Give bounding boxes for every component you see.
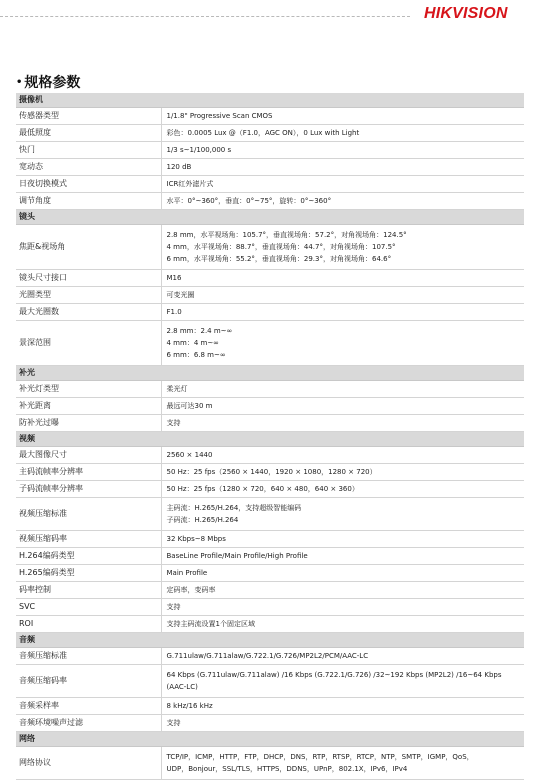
spec-label: 景深范围	[16, 321, 161, 366]
spec-value	[161, 159, 524, 176]
section-title: 视频	[16, 432, 524, 447]
spec-row	[16, 381, 524, 398]
spec-label: ROI	[16, 616, 161, 633]
spec-value	[161, 616, 524, 633]
spec-value	[161, 142, 524, 159]
spec-value-line: 2.8 mm：2.4 m~∞	[166, 327, 233, 335]
spec-value-line: 彩色：0.0005 Lux @（F1.0，AGC ON），0 Lux with Light	[166, 129, 360, 137]
spec-value-line: 50 Hz：25 fps（1280 × 720，640 × 480，640 × 360）	[166, 485, 359, 493]
spec-row	[16, 108, 524, 125]
spec-value-line: (AAC-LC)	[166, 683, 198, 691]
spec-label: 子码流帧率分辨率	[16, 481, 161, 498]
spec-value-line: 定码率，变码率	[166, 586, 216, 594]
section-title: 摄像机	[16, 93, 524, 108]
spec-value	[161, 715, 524, 732]
spec-value	[161, 582, 524, 599]
spec-value-line: ICR红外滤片式	[166, 180, 214, 188]
spec-label: 防补光过曝	[16, 415, 161, 432]
spec-row	[16, 176, 524, 193]
spec-label: 音频采样率	[16, 698, 161, 715]
spec-label: 音频压缩标准	[16, 648, 161, 665]
spec-value-line: 子码流：H.265/H.264	[166, 516, 239, 524]
spec-row	[16, 531, 524, 548]
spec-label: 快门	[16, 142, 161, 159]
spec-row	[16, 565, 524, 582]
spec-label: 视频压缩码率	[16, 531, 161, 548]
spec-label: 码率控制	[16, 582, 161, 599]
spec-value	[161, 381, 524, 398]
spec-value	[161, 176, 524, 193]
brand-logo: HIKVISION	[424, 5, 508, 22]
spec-label: 调节角度	[16, 193, 161, 210]
spec-value-line: UDP，Bonjour，SSL/TLS，HTTPS，DDNS，UPnP，802.1X，IPv6，IPv4	[166, 765, 408, 773]
spec-row	[16, 304, 524, 321]
section-header	[16, 366, 524, 381]
spec-label: 最低照度	[16, 125, 161, 142]
spec-label: 焦距&视场角	[16, 225, 161, 270]
section-header	[16, 93, 524, 108]
spec-value-line: TCP/IP，ICMP，HTTP，FTP，DHCP，DNS，RTP，RTSP，RTCP，NTP，SMTP，IGMP，QoS，	[166, 753, 474, 761]
spec-value	[161, 498, 524, 531]
spec-row	[16, 415, 524, 432]
spec-value-line: Main Profile	[166, 569, 208, 577]
spec-label: 补光灯类型	[16, 381, 161, 398]
spec-value	[161, 531, 524, 548]
spec-value	[161, 565, 524, 582]
spec-row	[16, 159, 524, 176]
spec-label: 日夜切换模式	[16, 176, 161, 193]
spec-label: H.265编码类型	[16, 565, 161, 582]
spec-value	[161, 599, 524, 616]
spec-value-line: 支持主码流设置1个固定区域	[166, 620, 255, 628]
spec-row	[16, 498, 524, 531]
spec-value-line: F1.0	[166, 308, 182, 316]
spec-row	[16, 225, 524, 270]
spec-value-line: 水平：0°~360°，垂直：0°~75°，旋转：0°~360°	[166, 197, 332, 205]
spec-value	[161, 304, 524, 321]
spec-row	[16, 548, 524, 565]
spec-value-line: 1/3 s~1/100,000 s	[166, 146, 232, 154]
spec-value-line: 64 Kbps (G.711ulaw/G.711alaw) /16 Kbps (G.722.1/G.726) /32~192 Kbps (MP2L2) /16~64 Kbps	[166, 671, 502, 679]
spec-value-line: 2560 × 1440	[166, 451, 213, 459]
spec-label: 音频压缩码率	[16, 665, 161, 698]
spec-value	[161, 225, 524, 270]
spec-value-line: 1/1.8" Progressive Scan CMOS	[166, 112, 273, 120]
spec-value	[161, 287, 524, 304]
spec-value	[161, 321, 524, 366]
spec-value	[161, 747, 524, 780]
spec-value	[161, 665, 524, 698]
spec-value-line: 8 kHz/16 kHz	[166, 702, 213, 710]
spec-label: 最大光圈数	[16, 304, 161, 321]
spec-value	[161, 398, 524, 415]
spec-row	[16, 665, 524, 698]
spec-label: 宽动态	[16, 159, 161, 176]
spec-value	[161, 415, 524, 432]
spec-value-line: 4 mm：4 m~∞	[166, 339, 220, 347]
spec-value-line: G.711ulaw/G.711alaw/G.722.1/G.726/MP2L2/PCM/AAC-LC	[166, 652, 369, 660]
bullet-icon: •	[16, 77, 23, 88]
spec-row	[16, 287, 524, 304]
spec-value-line: 6 mm：6.8 m~∞	[166, 351, 226, 359]
spec-value	[161, 464, 524, 481]
spec-value-line: 柔光灯	[166, 385, 188, 393]
section-title: 网络	[16, 732, 524, 747]
spec-row	[16, 398, 524, 415]
spec-value	[161, 447, 524, 464]
section-header	[16, 633, 524, 648]
section-header	[16, 432, 524, 447]
spec-value-line: 50 Hz：25 fps（2560 × 1440，1920 × 1080，1280 × 720）	[166, 468, 377, 476]
spec-value	[161, 193, 524, 210]
spec-row	[16, 270, 524, 287]
spec-label: 音频环境噪声过滤	[16, 715, 161, 732]
spec-label: 主码流帧率分辨率	[16, 464, 161, 481]
section-title: 补光	[16, 366, 524, 381]
spec-value	[161, 270, 524, 287]
spec-value-line: 最远可达30 m	[166, 402, 213, 410]
spec-row	[16, 142, 524, 159]
spec-table	[16, 93, 524, 780]
section-title: 音频	[16, 633, 524, 648]
spec-value-line: 4 mm，水平视场角：88.7°，垂直视场角：44.7°，对角视场角：107.5°	[166, 243, 396, 251]
spec-value	[161, 125, 524, 142]
spec-row	[16, 582, 524, 599]
spec-value	[161, 108, 524, 125]
spec-label: SVC	[16, 599, 161, 616]
spec-label: 最大图像尺寸	[16, 447, 161, 464]
spec-row	[16, 715, 524, 732]
spec-label: 镜头尺寸接口	[16, 270, 161, 287]
page-title-text: 规格参数	[24, 75, 81, 91]
spec-row	[16, 464, 524, 481]
spec-value-line: 32 Kbps~8 Mbps	[166, 535, 226, 543]
spec-row	[16, 447, 524, 464]
spec-value-line: 120 dB	[166, 163, 192, 171]
spec-value	[161, 648, 524, 665]
spec-value	[161, 698, 524, 715]
section-header	[16, 732, 524, 747]
spec-row	[16, 599, 524, 616]
section-header	[16, 210, 524, 225]
spec-label: 视频压缩标准	[16, 498, 161, 531]
spec-value-line: 2.8 mm，水平视场角：105.7°，垂直视场角：57.2°，对角视场角：124.5°	[166, 231, 407, 239]
spec-value-line: 可变光圈	[166, 291, 195, 299]
spec-value-line: BaseLine Profile/Main Profile/High Profile	[166, 552, 308, 560]
page-title	[16, 72, 80, 92]
spec-value-line: 支持	[166, 419, 181, 427]
spec-row	[16, 193, 524, 210]
spec-value-line: M16	[166, 274, 182, 282]
spec-row	[16, 481, 524, 498]
spec-value	[161, 481, 524, 498]
spec-row	[16, 698, 524, 715]
spec-value-line: 6 mm，水平视场角：55.2°，垂直视场角：29.3°，对角视场角：64.6°	[166, 255, 392, 263]
spec-label: 网络协议	[16, 747, 161, 780]
spec-label: H.264编码类型	[16, 548, 161, 565]
spec-label: 传感器类型	[16, 108, 161, 125]
spec-value-line: 主码流：H.265/H.264，支持超级智能编码	[166, 504, 302, 512]
spec-row	[16, 648, 524, 665]
section-title: 镜头	[16, 210, 524, 225]
header-divider	[0, 16, 410, 17]
spec-value	[161, 548, 524, 565]
spec-row	[16, 321, 524, 366]
spec-value-line: 支持	[166, 719, 181, 727]
spec-label: 光圈类型	[16, 287, 161, 304]
spec-value-line: 支持	[166, 603, 181, 611]
spec-row	[16, 747, 524, 780]
spec-row	[16, 616, 524, 633]
spec-row	[16, 125, 524, 142]
spec-label: 补光距离	[16, 398, 161, 415]
